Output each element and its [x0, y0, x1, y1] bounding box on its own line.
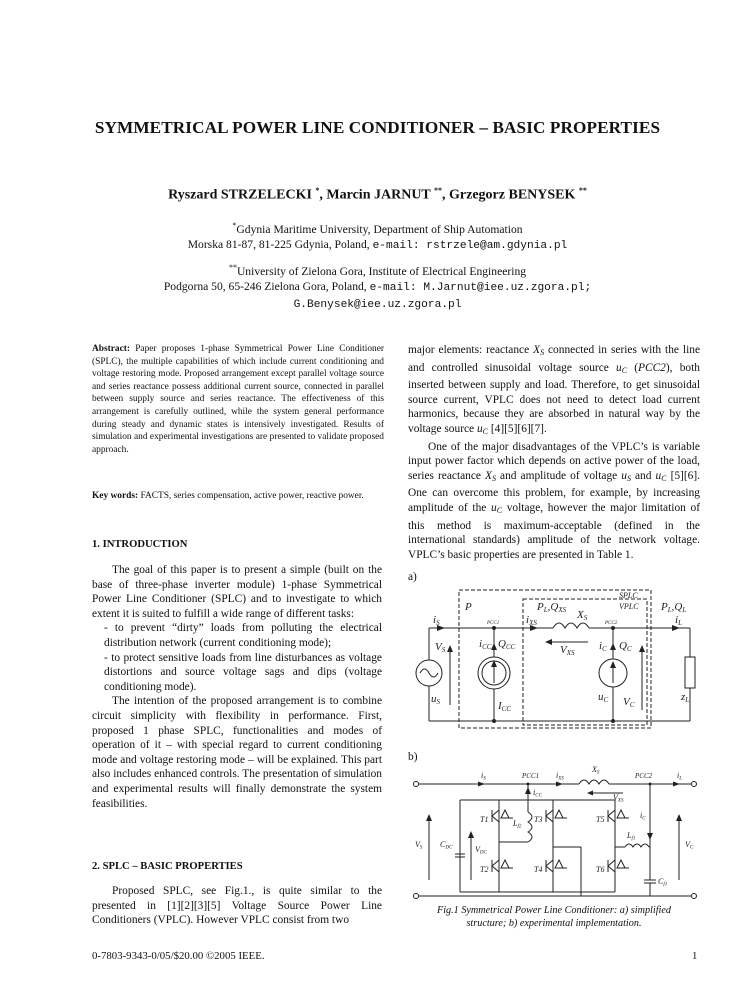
author-mark: * — [315, 186, 320, 195]
svg-text:uS: uS — [431, 693, 440, 706]
svg-text:PL,QXS: PL,QXS — [537, 601, 567, 614]
circuit-diagram-b — [405, 765, 705, 902]
keywords — [92, 490, 384, 503]
author-name: Ryszard STRZELECKI — [168, 187, 312, 203]
svg-text:VDC: VDC — [475, 845, 487, 856]
svg-text:VPLC: VPLC — [619, 602, 639, 611]
svg-text:XS: XS — [577, 609, 588, 622]
svg-text:SPLC: SPLC — [619, 591, 638, 600]
author-list: Ryszard STRZELECKI *, Marcin JARNUT **, Grzegorz BENYSEK ** — [168, 186, 587, 203]
svg-text:iCC: iCC — [533, 788, 542, 799]
svg-text:uC: uC — [598, 691, 609, 704]
affil-mark: ** — [228, 263, 237, 272]
paragraph: The goal of this paper is to present a simple (built on the base of three-phase inverter module) 1-phase Symmetrical Power Line Conditioner (SPLC) and to investigate to which extent it is suited to fulfill a wide range of different tasks: — [92, 564, 382, 620]
svg-text:QC: QC — [619, 640, 632, 653]
svg-text:PCC1: PCC1 — [522, 772, 540, 780]
keywords-label: Key words: — [92, 491, 139, 501]
svg-text:VXS: VXS — [560, 644, 575, 657]
svg-text:P: P — [465, 601, 472, 613]
svg-text:T4: T4 — [534, 865, 543, 874]
svg-text:VS: VS — [435, 641, 446, 654]
svg-text:Lf2: Lf2 — [513, 819, 522, 830]
email-label: e-mail: — [372, 239, 427, 252]
svg-text:T2: T2 — [480, 865, 489, 874]
affil-address: Morska 81-87, 81-225 Gdynia, Poland, — [187, 237, 373, 251]
circuit-diagram-a — [405, 585, 705, 755]
svg-text:iS: iS — [433, 614, 440, 627]
affil-address: Podgorna 50, 65-246 Zielona Gora, Poland, — [163, 279, 370, 293]
splc-body — [92, 884, 382, 928]
author-name: Marcin JARNUT — [326, 187, 431, 203]
svg-text:PL,QL: PL,QL — [661, 601, 687, 614]
svg-text:XS: XS — [592, 765, 600, 776]
section-heading-intro: 1. INTRODUCTION — [92, 539, 188, 550]
page-number: 1 — [692, 950, 698, 962]
affil-institution: Gdynia Maritime University, Department of Ship Automation — [236, 222, 523, 236]
svg-text:T6: T6 — [596, 865, 605, 874]
affil-institution: University of Zielona Gora, Institute of Electrical Engineering — [236, 264, 527, 278]
right-column-text — [408, 343, 700, 562]
svg-text:zL: zL — [681, 691, 690, 704]
list-item: - to prevent “dirty” loads from polluting the electrical distribution network (current conditioning mode); — [104, 622, 382, 649]
svg-text:VXS: VXS — [613, 793, 624, 804]
svg-text:T1: T1 — [480, 815, 489, 824]
svg-text:iC: iC — [640, 811, 646, 822]
svg-text:iL: iL — [675, 614, 682, 627]
affil-mark: * — [232, 221, 237, 230]
section-heading-splc: 2. SPLC – BASIC PROPERTIES — [92, 861, 243, 872]
paragraph: major elements: reactance $X_S$ connected in series with the line and controlled sinusoidal voltage source $u_C$ (PCC2), both inserted between supply and load. Therefore, to get sinusoidal source current, VPLC does not need to detect load current harmonics, because they are absorbed in natural way by the voltage source $u_C$ [4][5][6][7]. — [408, 344, 701, 436]
figure-label-b: b) — [408, 751, 418, 763]
caption-line: structure; b) experimental implementation. — [466, 918, 642, 929]
author-mark: ** — [578, 186, 587, 195]
caption-line: Fig.1 Symmetrical Power Line Conditioner: a) simplified — [436, 905, 671, 916]
svg-text:Lf1: Lf1 — [627, 831, 636, 842]
svg-text:QCC: QCC — [498, 638, 516, 651]
copyright-footer: 0-7803-9343-0/05/$20.00 ©2005 IEEE. — [92, 950, 265, 962]
abstract-label: Abstract: — [92, 344, 131, 354]
svg-text:iC: iC — [599, 640, 607, 653]
svg-text:PCC1: PCC1 — [487, 621, 500, 626]
abstract — [92, 343, 384, 456]
author-name: Grzegorz BENYSEK — [449, 187, 576, 203]
svg-text:CDC: CDC — [440, 840, 453, 851]
svg-text:VC: VC — [685, 840, 694, 851]
figure-caption — [408, 904, 700, 930]
svg-text:iL: iL — [677, 771, 683, 782]
svg-text:T5: T5 — [596, 815, 605, 824]
affiliation-2 — [0, 260, 755, 313]
svg-text:PCC2: PCC2 — [635, 772, 653, 780]
svg-text:ICC: ICC — [498, 700, 512, 713]
svg-text:VS: VS — [415, 840, 423, 851]
email-link[interactable]: rstrzele@am.gdynia.pl — [426, 239, 568, 252]
affiliation-1 — [0, 218, 755, 254]
svg-text:PCC2: PCC2 — [605, 621, 618, 626]
svg-text:iCC: iCC — [479, 638, 492, 651]
svg-text:T3: T3 — [534, 815, 543, 824]
figure-label-a: a) — [408, 571, 417, 583]
author-mark: ** — [434, 186, 443, 195]
paragraph: Proposed SPLC, see Fig.1., is quite similar to the presented in [1][2][3][5] Voltage Source Power Line Conditioners (VPLC). However VPLC consist from two — [92, 885, 382, 927]
paragraph: The intention of the proposed arrangement is to combine circuit simplicity with flexibility in performance. First, proposed 1 phase SPLC, functionalities and modes of operation of it – with special regard to current conditioning mode and voltage restoring mode – will be explained. This part also includes enhanced controls. The presentation of simulation and experimental results will finally demonstrate the system feasibilities. — [92, 695, 382, 810]
svg-text:iS: iS — [481, 771, 486, 782]
paragraph: One of the major disadvantages of the VPLC’s is variable input power factor which depends on active power of the load, series reactance $X_S$ and amplitude of voltage $u_S$ and $u_C$ [5][6]. One can overcome this problem, for example, by increasing amplitude of the $u_C$ voltage, however the major limitation of this method is maximum-acceptable (defined in the international standards) amplitude of the network voltage. VPLC’s basic properties are presented in Table 1. — [408, 440, 701, 561]
svg-text:Cf1: Cf1 — [658, 877, 668, 888]
email-label: e-mail: — [369, 281, 424, 294]
intro-body — [92, 563, 382, 811]
paper-title: SYMMETRICAL POWER LINE CONDITIONER – BASIC PROPERTIES — [94, 118, 661, 137]
svg-text:VC: VC — [623, 696, 635, 709]
abstract-text: Paper proposes 1-phase Symmetrical Power Line Conditioner (SPLC), the multiple capabilities of which include current conditioning and voltage restoring mode. Proposed arrangement except parallel voltage source and series reactance possess additional current source, connected in parallel between supply source and series reactance. The effectiveness of this arrangement is carefully outlined, while the system general performance during steady and dynamic states is intensively investigated. Results of simulation and experimental investigations are presented to validate proposed approach. — [92, 344, 384, 455]
list-item: - to protect sensitive loads from line disturbances as voltage distortions and source voltage sags and dips (voltage conditioning mode). — [104, 651, 382, 693]
email-link[interactable]: M.Jarnut@iee.uz.zgora.pl; — [423, 281, 592, 294]
keywords-text: FACTS, series compensation, active power, reactive power. — [138, 491, 364, 501]
svg-text:iXS: iXS — [526, 614, 537, 627]
email-link[interactable]: G.Benysek@iee.uz.zgora.pl — [293, 298, 462, 311]
svg-text:iXS: iXS — [556, 771, 564, 782]
